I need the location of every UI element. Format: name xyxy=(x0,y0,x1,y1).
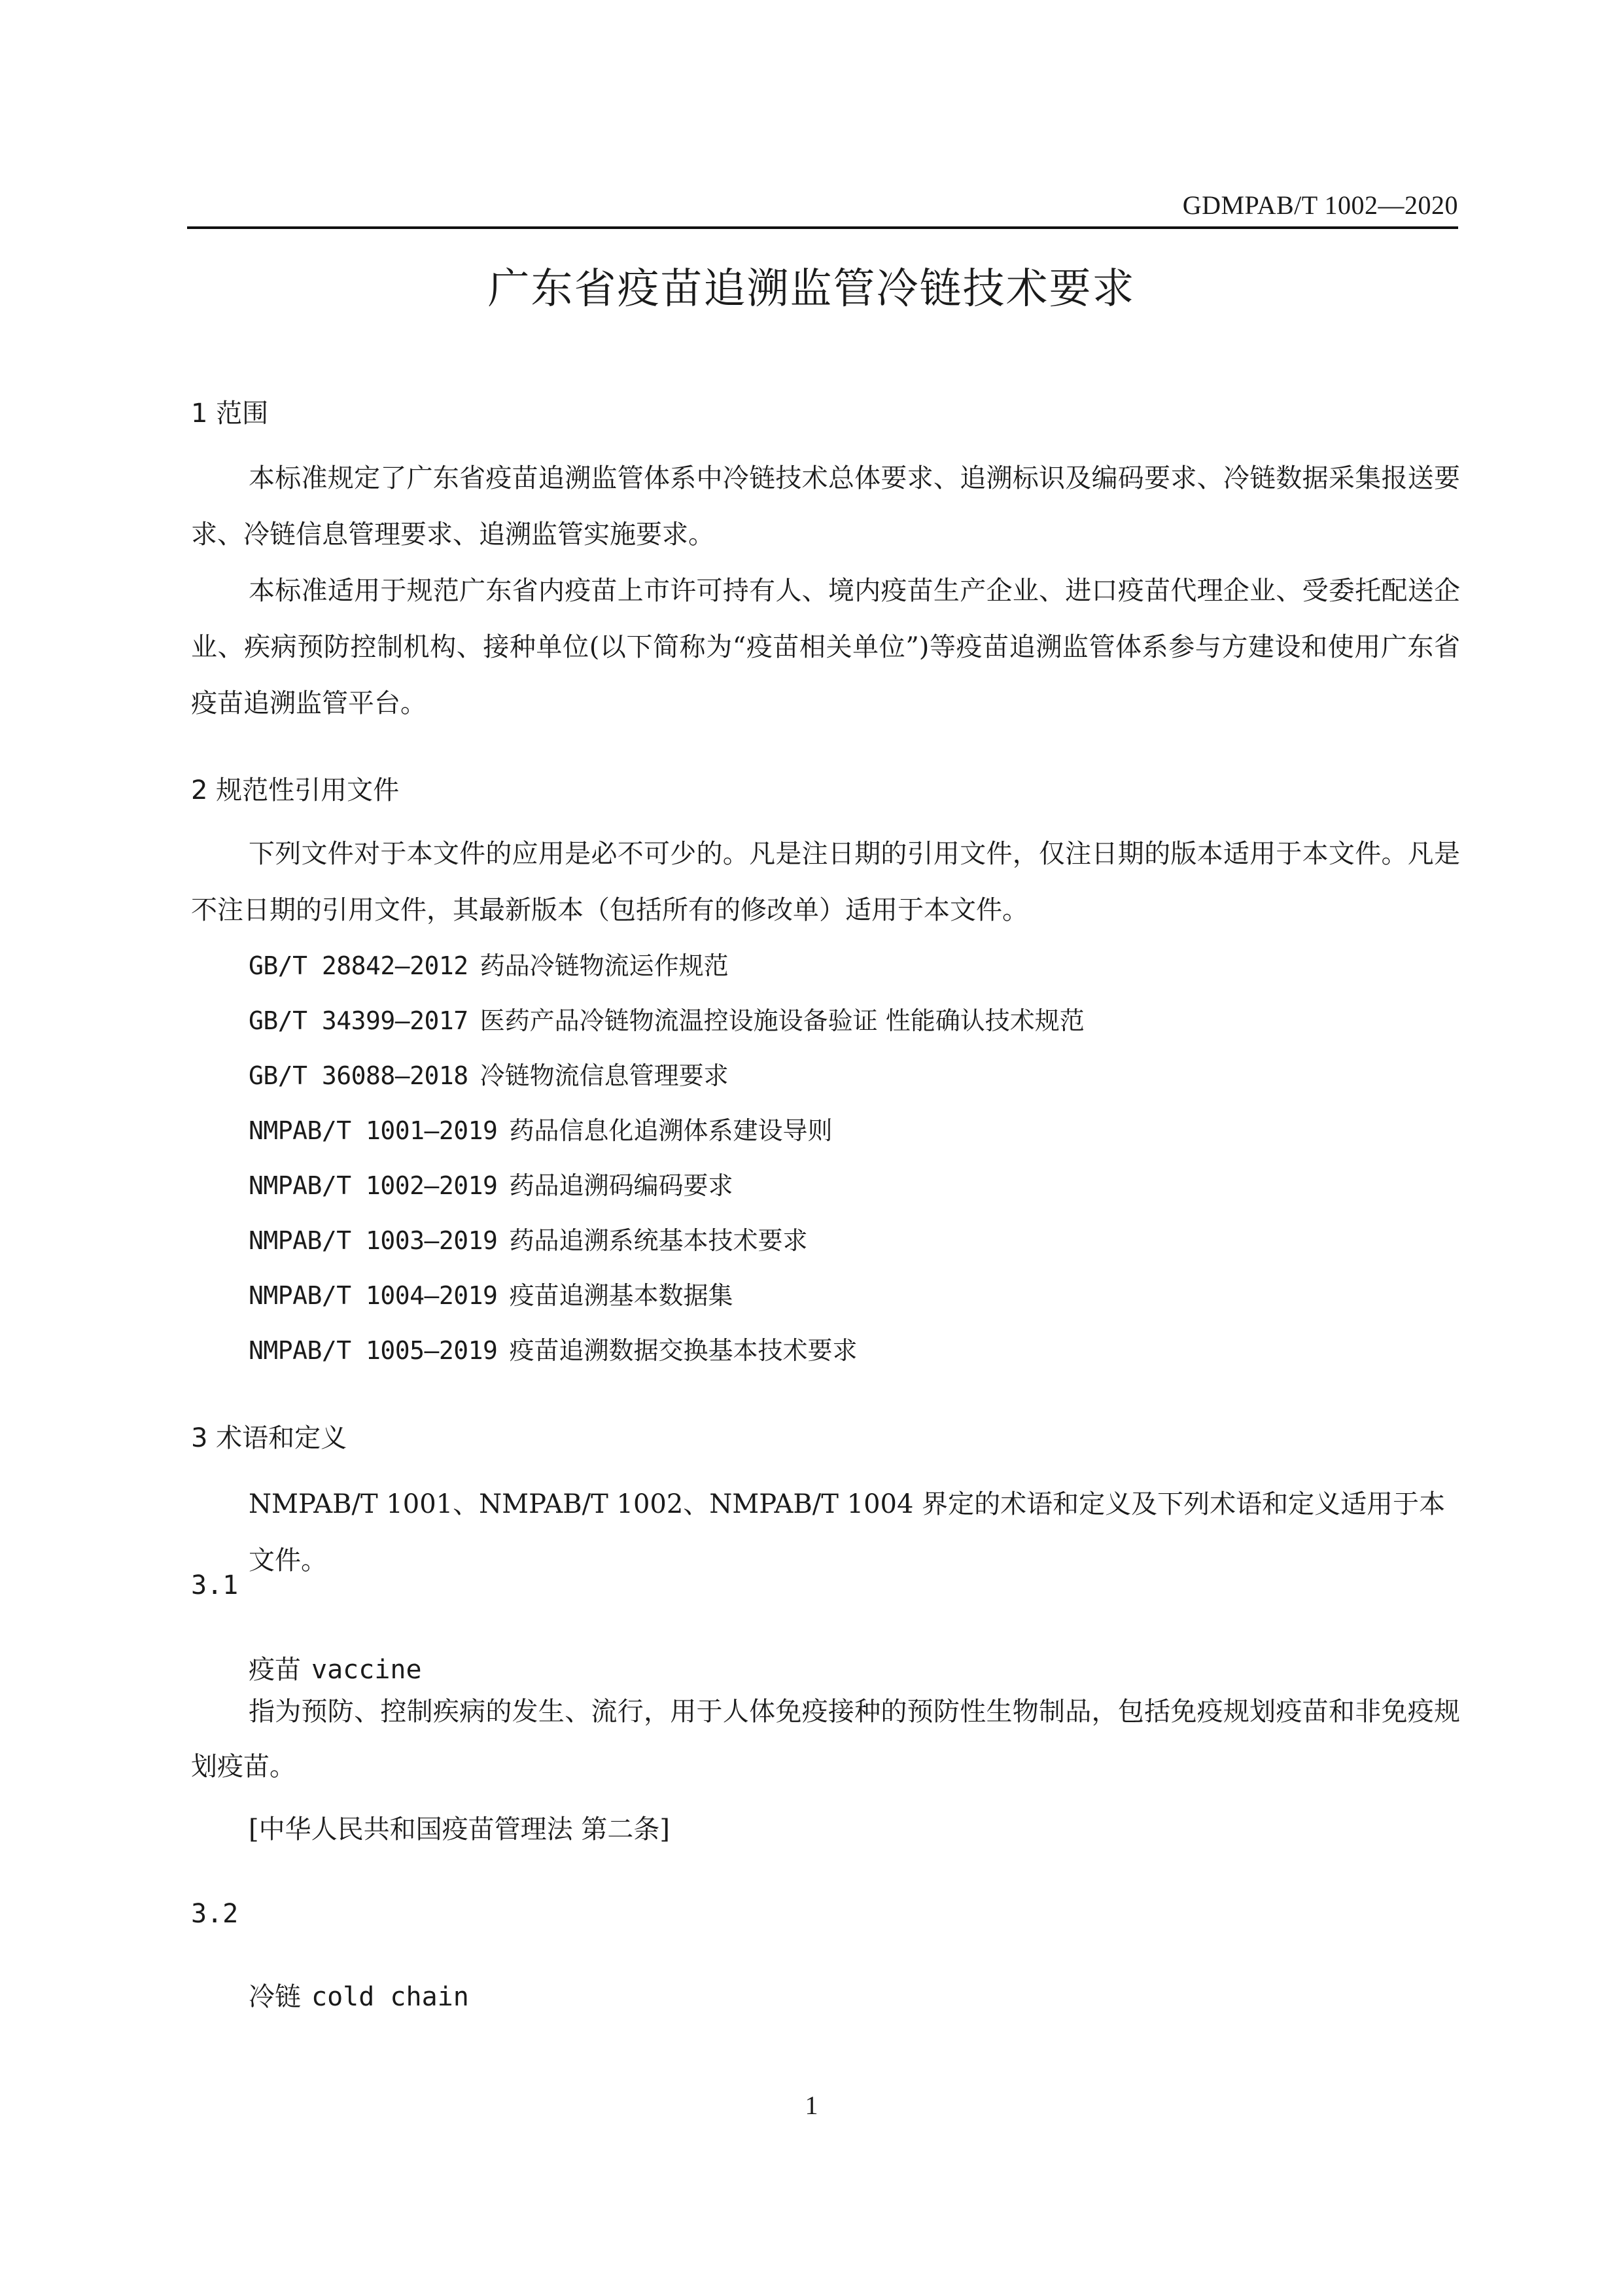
reference-item xyxy=(249,1213,1085,1268)
term-cold-chain xyxy=(249,1976,469,2013)
reference-code: NMPAB/T 1001—2019 xyxy=(249,1116,498,1145)
reference-title: 医药产品冷链物流温控设施设备验证 性能确认技术规范 xyxy=(480,1006,1085,1035)
reference-item xyxy=(249,1158,1085,1213)
reference-item xyxy=(249,993,1085,1048)
reference-code: GB/T 34399—2017 xyxy=(249,1006,468,1035)
section-heading-normative-references: 2 规范性引用文件 xyxy=(191,775,400,805)
standard-code: GDMPAB/T 1002—2020 xyxy=(1182,190,1458,220)
reference-code: NMPAB/T 1004—2019 xyxy=(249,1281,498,1310)
term-zh: 疫苗 xyxy=(249,1655,301,1685)
term-en: vaccine xyxy=(311,1655,422,1685)
terms-intro: NMPAB/T 1001、NMPAB/T 1002、NMPAB/T 1004 界定的术语和定义及下列术语和定义适用于本文件。 xyxy=(249,1489,1446,1576)
clause-number-3-1: 3.1 xyxy=(191,1570,239,1600)
reference-item xyxy=(249,1048,1085,1103)
reference-title: 药品冷链物流运作规范 xyxy=(480,951,729,980)
term-vaccine xyxy=(249,1649,422,1686)
reference-code: NMPAB/T 1003—2019 xyxy=(249,1226,498,1255)
reference-code: GB/T 36088—2018 xyxy=(249,1061,468,1090)
section-heading-terms: 3 术语和定义 xyxy=(191,1423,347,1453)
reference-title: 药品追溯码编码要求 xyxy=(509,1171,733,1200)
header-rule xyxy=(187,226,1458,229)
reference-title: 药品追溯系统基本技术要求 xyxy=(509,1226,808,1255)
clause-number-3-2: 3.2 xyxy=(191,1899,239,1929)
reference-item xyxy=(249,1268,1085,1323)
reference-title: 疫苗追溯基本数据集 xyxy=(509,1281,733,1310)
section-heading-scope: 1 范围 xyxy=(191,398,269,429)
definition-vaccine: 指为预防、控制疾病的发生、流行，用于人体免疫接种的预防性生物制品，包括免疫规划疫苗和非免疫规划疫苗。 xyxy=(191,1697,1460,1782)
reference-item xyxy=(249,1103,1085,1158)
scope-paragraph-1: 本标准规定了广东省疫苗追溯监管体系中冷链技术总体要求、追溯标识及编码要求、冷链数据采集报送要求、冷链信息管理要求、追溯监管实施要求。 xyxy=(191,463,1460,550)
term-zh: 冷链 xyxy=(249,1982,301,2012)
reference-title: 冷链物流信息管理要求 xyxy=(480,1061,729,1090)
reference-title: 药品信息化追溯体系建设导则 xyxy=(509,1116,833,1145)
definition-source: [中华人民共和国疫苗管理法 第二条] xyxy=(249,1814,670,1845)
term-en: cold chain xyxy=(311,1982,469,2012)
reference-code: GB/T 28842—2012 xyxy=(249,951,468,980)
references-intro: 下列文件对于本文件的应用是必不可少的。凡是注日期的引用文件，仅注日期的版本适用于本文件。凡是不注日期的引用文件，其最新版本（包括所有的修改单）适用于本文件。 xyxy=(191,839,1460,925)
reference-list xyxy=(249,938,1085,1378)
reference-item xyxy=(249,1323,1085,1378)
document-title: 广东省疫苗追溯监管冷链技术要求 xyxy=(487,265,1136,313)
reference-item xyxy=(249,938,1085,993)
scope-paragraph-2: 本标准适用于规范广东省内疫苗上市许可持有人、境内疫苗生产企业、进口疫苗代理企业、受委托配送企业、疾病预防控制机构、接种单位(以下简称为“疫苗相关单位”)等疫苗追溯监管体系参与方建设和使用广东省疫苗追溯监管平台。 xyxy=(191,576,1460,718)
page-number: 1 xyxy=(805,2091,818,2120)
reference-code: NMPAB/T 1005—2019 xyxy=(249,1336,498,1365)
reference-code: NMPAB/T 1002—2019 xyxy=(249,1171,498,1200)
reference-title: 疫苗追溯数据交换基本技术要求 xyxy=(509,1336,858,1365)
